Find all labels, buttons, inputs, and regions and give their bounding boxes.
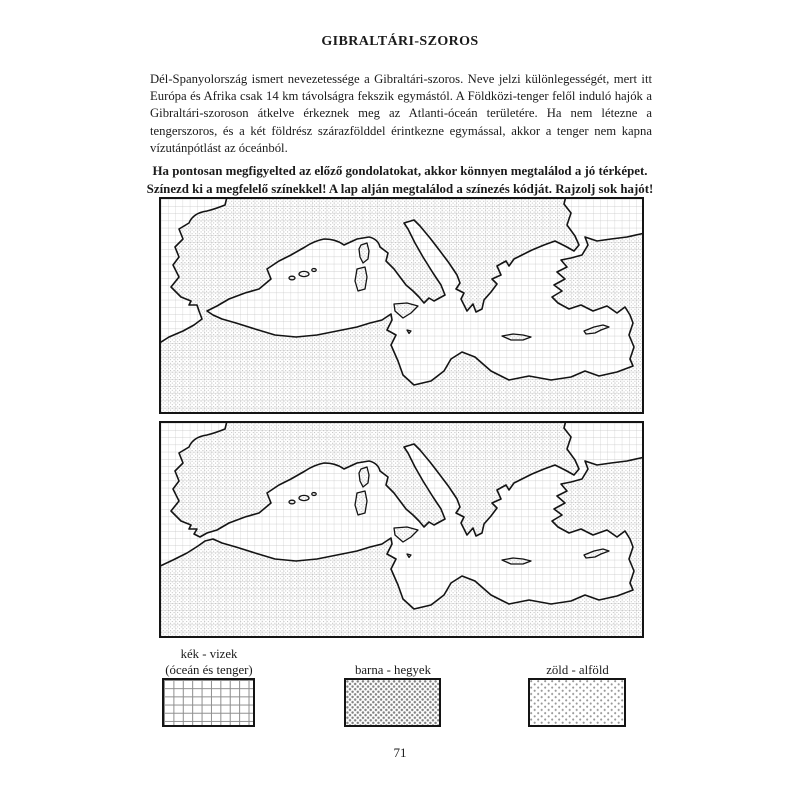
legend-item-green-lowland — [528, 640, 627, 740]
island-mallorca — [299, 495, 309, 500]
legend-item-brown-mountains — [344, 640, 442, 740]
grid-pattern-swatch — [162, 678, 255, 727]
island-menorca — [312, 493, 316, 496]
map-top-strait-closed — [159, 197, 644, 414]
island-ibiza — [289, 276, 295, 280]
coloring-instructions — [135, 163, 665, 198]
island-ibiza — [289, 500, 295, 504]
legend-item-blue-waters — [162, 640, 256, 740]
island-sardinia — [355, 491, 367, 515]
mediterranean-map-svg — [161, 423, 642, 636]
mediterranean-map-svg — [161, 199, 642, 412]
instruction-line-1: Ha pontosan megfigyelted az előző gondolatokat, akkor könnyen megtalálod a jó térképet. — [152, 164, 648, 178]
sparse-dots-pattern-swatch — [528, 678, 626, 727]
intro-paragraph: Dél-Spanyolország ismert nevezetessége a Gibraltári-szoros. Neve jelzi különlegességét, mert itt Európa és Afrika csak 14 km távolságra fekszik egymástól. A Földközi-tenger felől induló hajók a Gibraltári-szoroson átkelve érkeznek meg az Atlanti-óceán területére. Ha nem létezne a tengerszoros, és a két földrész szárazfölddel érintkezne egymással, akkor a tenger nem kapna vízutánpótlást az óceánból. — [150, 72, 652, 155]
instruction-line-2: Színezd ki a megfelelő színekkel! A lap alján megtalálod a színezés kódját. Rajzolj sok hajót! — [146, 181, 654, 196]
legend-label — [546, 663, 609, 679]
legend-label-line-2: (óceán és tenger) — [165, 662, 253, 677]
dense-dots-pattern-swatch — [344, 678, 441, 727]
legend-label — [355, 663, 431, 679]
color-legend — [150, 640, 652, 740]
page-number: 71 — [393, 745, 407, 760]
island-menorca — [312, 269, 316, 272]
legend-label-line-1: kék - vizek — [180, 647, 238, 661]
map-bottom-strait-open — [159, 421, 644, 638]
legend-label — [165, 647, 252, 678]
island-mallorca — [299, 271, 309, 276]
page-title: GIBRALTÁRI-SZOROS — [321, 34, 479, 49]
island-sardinia — [355, 267, 367, 291]
legend-label-line-1: barna - hegyek — [354, 662, 432, 677]
legend-label-line-1: zöld - alföld — [546, 662, 609, 677]
